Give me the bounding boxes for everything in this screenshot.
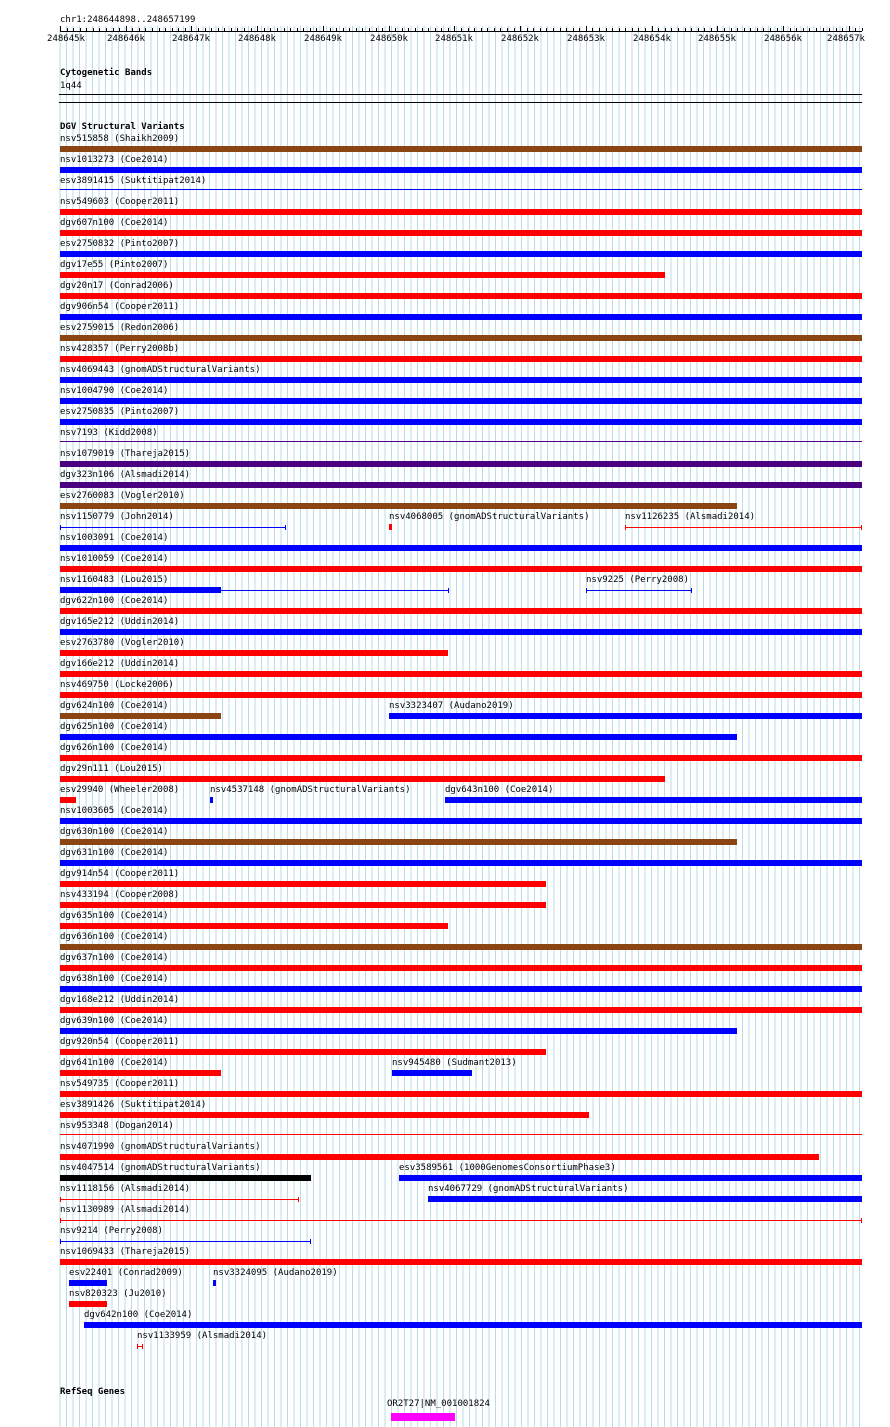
ruler-minor-tick (560, 28, 561, 31)
ruler-tick-label: 248654k (633, 34, 671, 44)
variant-end-cap (310, 1239, 311, 1244)
variant-start-cap (137, 1344, 138, 1349)
variant-bar[interactable] (60, 482, 862, 488)
ruler-minor-tick (86, 28, 87, 31)
variant-bar[interactable] (60, 965, 862, 971)
variant-label[interactable]: dgv29n111 (Lou2015) (60, 764, 163, 774)
ruler-minor-tick (763, 28, 764, 31)
variant-bar[interactable] (60, 503, 737, 509)
ruler-minor-tick (507, 28, 508, 31)
ruler-minor-tick (284, 28, 285, 31)
variant-bar[interactable] (60, 1049, 546, 1055)
variant-extent-line[interactable] (221, 590, 448, 591)
variant-bar[interactable] (60, 671, 862, 677)
variant-bar[interactable] (60, 1259, 862, 1265)
variant-start-cap (60, 1218, 61, 1223)
variant-bar[interactable] (60, 944, 862, 950)
variant-bar[interactable] (69, 1301, 107, 1307)
ruler-minor-tick (836, 28, 837, 31)
ruler-minor-tick (731, 28, 732, 31)
ruler-minor-tick (691, 28, 692, 31)
variant-label[interactable]: nsv3324095 (Audano2019) (213, 1268, 338, 1278)
ruler-minor-tick (73, 28, 74, 31)
variant-label[interactable]: dgv323n106 (Alsmadi2014) (60, 470, 191, 480)
ruler-tick (783, 26, 784, 32)
variant-bar[interactable] (60, 902, 546, 908)
variant-label[interactable]: dgv168e212 (Uddin2014) (60, 995, 180, 1005)
ruler-minor-tick (803, 28, 804, 31)
variant-line[interactable] (60, 1199, 298, 1200)
ruler-tick (60, 26, 61, 32)
variant-bar[interactable] (60, 839, 737, 845)
variant-end-cap (285, 525, 286, 530)
variant-label[interactable]: dgv20n17 (Conrad2006) (60, 281, 174, 291)
ruler-minor-tick (606, 28, 607, 31)
variant-label[interactable]: esv3891426 (Suktitipat2014) (60, 1100, 207, 1110)
variant-label[interactable]: nsv7193 (Kidd2008) (60, 428, 158, 438)
ruler-minor-tick (303, 28, 304, 31)
ruler-minor-tick (231, 28, 232, 31)
ruler-minor-tick (704, 28, 705, 31)
ruler-minor-tick (376, 28, 377, 31)
ruler-minor-tick (619, 28, 620, 31)
variant-bar[interactable] (60, 167, 862, 173)
variant-label[interactable]: nsv1130989 (Alsmadi2014) (60, 1205, 191, 1215)
variant-label[interactable]: esv2759015 (Redon2006) (60, 323, 180, 333)
ruler-minor-tick (369, 28, 370, 31)
ruler-minor-tick (264, 28, 265, 31)
ruler-minor-tick (461, 28, 462, 31)
ruler-minor-tick (737, 28, 738, 31)
variant-label[interactable]: dgv642n100 (Coe2014) (84, 1310, 193, 1320)
ruler-tick-label: 248653k (567, 34, 605, 44)
cytoband-line-top (59, 94, 862, 95)
variant-label[interactable]: dgv630n100 (Coe2014) (60, 827, 169, 837)
variant-label[interactable]: nsv9225 (Perry2008) (586, 575, 689, 585)
variant-line[interactable] (60, 1220, 862, 1221)
ruler-minor-tick (422, 28, 423, 31)
variant-bar[interactable] (69, 1280, 107, 1286)
ruler-tick (323, 26, 324, 32)
variant-label[interactable]: nsv945480 (Sudmant2013) (392, 1058, 517, 1068)
ruler-tick (389, 26, 390, 32)
variant-label[interactable]: dgv906n54 (Cooper2011) (60, 302, 180, 312)
variant-label[interactable]: dgv914n54 (Cooper2011) (60, 869, 180, 879)
variant-label[interactable]: nsv428357 (Perry2008b) (60, 344, 180, 354)
ruler-minor-tick (119, 28, 120, 31)
variant-label[interactable]: nsv953348 (Dogan2014) (60, 1121, 174, 1131)
variant-label[interactable]: nsv469750 (Locke2006) (60, 680, 174, 690)
variant-bar[interactable] (428, 1196, 862, 1202)
variant-label[interactable]: nsv1150779 (John2014) (60, 512, 174, 522)
variant-end-cap (448, 588, 449, 593)
ruler-minor-tick (816, 28, 817, 31)
ruler-minor-tick (270, 28, 271, 31)
variant-bar[interactable] (213, 1280, 216, 1286)
ruler-minor-tick (698, 28, 699, 31)
ruler-tick-label: 248650k (370, 34, 408, 44)
ruler-minor-tick (553, 28, 554, 31)
ruler-minor-tick (330, 28, 331, 31)
ruler-minor-tick (579, 28, 580, 31)
variant-line[interactable] (586, 590, 691, 591)
ruler-minor-tick (757, 28, 758, 31)
variant-label[interactable]: esv3589561 (1000GenomesConsortiumPhase3) (399, 1163, 616, 1173)
variant-label[interactable]: dgv635n100 (Coe2014) (60, 911, 169, 921)
variant-bar[interactable] (60, 356, 862, 362)
variant-label[interactable]: nsv4071990 (gnomADStructuralVariants) (60, 1142, 261, 1152)
variant-label[interactable]: nsv4537148 (gnomADStructuralVariants) (210, 785, 411, 795)
variant-label[interactable]: nsv549735 (Cooper2011) (60, 1079, 180, 1089)
variant-label[interactable]: dgv622n100 (Coe2014) (60, 596, 169, 606)
variant-bar[interactable] (389, 713, 862, 719)
variant-start-cap (60, 1239, 61, 1244)
ruler-minor-tick (612, 28, 613, 31)
variant-bar[interactable] (60, 608, 862, 614)
variant-label[interactable]: nsv1069433 (Thareja2015) (60, 1247, 191, 1257)
variant-label[interactable]: nsv9214 (Perry2008) (60, 1226, 163, 1236)
ruler-tick-label: 248649k (304, 34, 342, 44)
variant-label[interactable]: dgv165e212 (Uddin2014) (60, 617, 180, 627)
ruler-minor-tick (494, 28, 495, 31)
ruler-minor-tick (823, 28, 824, 31)
ruler-tick-label: 248647k (172, 34, 210, 44)
variant-label[interactable]: nsv820323 (Ju2010) (69, 1289, 167, 1299)
ruler-minor-tick (336, 28, 337, 31)
ruler-minor-tick (487, 28, 488, 31)
variant-label[interactable]: nsv1003605 (Coe2014) (60, 806, 169, 816)
ruler-minor-tick (500, 28, 501, 31)
variant-bar[interactable] (60, 377, 862, 383)
ruler-tick-label: 248656k (764, 34, 802, 44)
ruler-minor-tick (316, 28, 317, 31)
ruler-minor-tick (67, 28, 68, 31)
variant-label[interactable]: nsv515858 (Shaikh2009) (60, 134, 180, 144)
ruler-minor-tick (842, 28, 843, 31)
variant-label[interactable]: nsv3323407 (Audano2019) (389, 701, 514, 711)
ruler-minor-tick (185, 28, 186, 31)
ruler-minor-tick (80, 28, 81, 31)
variant-label[interactable]: dgv607n100 (Coe2014) (60, 218, 169, 228)
ruler-minor-tick (237, 28, 238, 31)
cytoband-label[interactable]: 1q44 (60, 81, 82, 91)
ruler-minor-tick (592, 28, 593, 31)
ruler-tick (191, 26, 192, 32)
variant-label[interactable]: dgv638n100 (Coe2014) (60, 974, 169, 984)
ruler-tick (849, 26, 850, 32)
ruler-minor-tick (93, 28, 94, 31)
ruler-minor-tick (744, 28, 745, 31)
ruler-minor-tick (625, 28, 626, 31)
variant-line[interactable] (60, 527, 285, 528)
variant-bar[interactable] (60, 419, 862, 425)
ruler-minor-tick (211, 28, 212, 31)
variant-bar[interactable] (60, 1070, 221, 1076)
ruler-tick (652, 26, 653, 32)
variant-bar[interactable] (60, 1028, 737, 1034)
variant-label[interactable]: nsv4047514 (gnomADStructuralVariants) (60, 1163, 261, 1173)
ruler-minor-tick (290, 28, 291, 31)
variant-line[interactable] (60, 1134, 862, 1135)
ruler-minor-tick (402, 28, 403, 31)
variant-end-cap (142, 1344, 143, 1349)
variant-bar[interactable] (60, 881, 546, 887)
refseq-track-title: RefSeq Genes (60, 1387, 126, 1397)
variant-bar[interactable] (60, 818, 862, 824)
cytoband-line-bottom (59, 102, 862, 103)
ruler-minor-tick (297, 28, 298, 31)
ruler-tick-label: 248657k (827, 34, 865, 44)
ruler-minor-tick (172, 28, 173, 31)
variant-bar[interactable] (60, 587, 221, 593)
ruler-minor-tick (514, 28, 515, 31)
ruler-tick (717, 26, 718, 32)
ruler-minor-tick (481, 28, 482, 31)
variant-bar[interactable] (60, 986, 862, 992)
variant-line[interactable] (60, 441, 862, 442)
ruler-minor-tick (251, 28, 252, 31)
variant-bar[interactable] (60, 272, 665, 278)
ruler-minor-tick (546, 28, 547, 31)
variant-bar[interactable] (60, 650, 448, 656)
ruler-minor-tick (638, 28, 639, 31)
variant-label[interactable]: nsv4069443 (gnomADStructuralVariants) (60, 365, 261, 375)
ruler-minor-tick (198, 28, 199, 31)
variant-label[interactable]: nsv1118156 (Alsmadi2014) (60, 1184, 191, 1194)
ruler-minor-tick (139, 28, 140, 31)
ruler-tick (520, 26, 521, 32)
variant-label[interactable]: dgv920n54 (Cooper2011) (60, 1037, 180, 1047)
ruler-tick-label: 248652k (501, 34, 539, 44)
variant-label[interactable]: nsv1003091 (Coe2014) (60, 533, 169, 543)
ruler-minor-tick (382, 28, 383, 31)
variant-bar[interactable] (60, 251, 862, 257)
variant-label[interactable]: dgv643n100 (Coe2014) (445, 785, 554, 795)
variant-label[interactable]: nsv4068005 (gnomADStructuralVariants) (389, 512, 590, 522)
variant-label[interactable]: esv3891415 (Suktitipat2014) (60, 176, 207, 186)
variant-bar[interactable] (60, 1091, 862, 1097)
ruler-minor-tick (599, 28, 600, 31)
variant-end-cap (691, 588, 692, 593)
ruler-minor-tick (145, 28, 146, 31)
variant-bar[interactable] (60, 1175, 311, 1181)
ruler-minor-tick (106, 28, 107, 31)
ruler-minor-tick (671, 28, 672, 31)
variant-bar[interactable] (60, 797, 76, 803)
variant-bar[interactable] (60, 398, 862, 404)
variant-bar[interactable] (60, 923, 448, 929)
ruler-minor-tick (224, 28, 225, 31)
position-label: chr1:248644898..248657199 (60, 15, 196, 25)
variant-label[interactable]: dgv624n100 (Coe2014) (60, 701, 169, 711)
ruler-minor-tick (770, 28, 771, 31)
variant-label[interactable]: dgv166e212 (Uddin2014) (60, 659, 180, 669)
variant-bar[interactable] (60, 566, 862, 572)
variant-label[interactable]: esv22401 (Conrad2009) (69, 1268, 183, 1278)
variant-bar[interactable] (60, 755, 862, 761)
ruler-minor-tick (540, 28, 541, 31)
ruler-axis (60, 31, 862, 32)
ruler-minor-tick (855, 28, 856, 31)
ruler-tick-label: 248655k (698, 34, 736, 44)
variant-label[interactable]: dgv625n100 (Coe2014) (60, 722, 169, 732)
variant-start-cap (586, 588, 587, 593)
ruler-minor-tick (724, 28, 725, 31)
ruler-minor-tick (685, 28, 686, 31)
ruler-minor-tick (527, 28, 528, 31)
variant-label[interactable]: dgv639n100 (Coe2014) (60, 1016, 169, 1026)
ruler-minor-tick (809, 28, 810, 31)
ruler-minor-tick (711, 28, 712, 31)
variant-line[interactable] (625, 527, 862, 528)
ruler-minor-tick (343, 28, 344, 31)
dgv-track-title: DGV Structural Variants (60, 122, 185, 132)
ruler-minor-tick (678, 28, 679, 31)
ruler-minor-tick (862, 28, 863, 31)
ruler-minor-tick (362, 28, 363, 31)
ruler-minor-tick (132, 28, 133, 31)
variant-bar[interactable] (60, 461, 862, 467)
variant-bar[interactable] (60, 209, 862, 215)
variant-bar[interactable] (60, 293, 862, 299)
variant-label[interactable]: nsv1004790 (Coe2014) (60, 386, 169, 396)
variant-label[interactable]: nsv1160483 (Lou2015) (60, 575, 169, 585)
variant-bar[interactable] (389, 524, 392, 530)
ruler-minor-tick (750, 28, 751, 31)
ruler-minor-tick (665, 28, 666, 31)
variant-line[interactable] (60, 1241, 310, 1242)
ruler-minor-tick (310, 28, 311, 31)
variant-label[interactable]: esv2760083 (Vogler2010) (60, 491, 185, 501)
variant-label[interactable]: nsv4067729 (gnomADStructuralVariants) (428, 1184, 629, 1194)
ruler-minor-tick (159, 28, 160, 31)
ruler-tick-label: 248648k (238, 34, 276, 44)
ruler-minor-tick (99, 28, 100, 31)
variant-bar[interactable] (399, 1175, 862, 1181)
variant-start-cap (60, 1197, 61, 1202)
variant-label[interactable]: dgv626n100 (Coe2014) (60, 743, 169, 753)
variant-label[interactable]: nsv1133959 (Alsmadi2014) (137, 1331, 268, 1341)
variant-bar[interactable] (210, 797, 213, 803)
ruler-tick-label: 248646k (107, 34, 145, 44)
ruler-minor-tick (448, 28, 449, 31)
variant-label[interactable]: nsv1126235 (Alsmadi2014) (625, 512, 756, 522)
ruler-minor-tick (441, 28, 442, 31)
ruler-minor-tick (829, 28, 830, 31)
ruler-minor-tick (178, 28, 179, 31)
ruler-minor-tick (277, 28, 278, 31)
ruler-minor-tick (777, 28, 778, 31)
ruler-minor-tick (573, 28, 574, 31)
variant-bar[interactable] (60, 629, 862, 635)
variant-bar[interactable] (60, 713, 221, 719)
variant-start-cap (625, 525, 626, 530)
ruler-minor-tick (205, 28, 206, 31)
variant-bar[interactable] (60, 1112, 589, 1118)
ruler-minor-tick (474, 28, 475, 31)
ruler-minor-tick (113, 28, 114, 31)
ruler-tick-label: 248645k (47, 34, 85, 44)
ruler-tick-label: 248651k (435, 34, 473, 44)
variant-bar[interactable] (60, 230, 862, 236)
ruler-minor-tick (428, 28, 429, 31)
variant-label[interactable]: esv29940 (Wheeler2008) (60, 785, 180, 795)
variant-start-cap (60, 525, 61, 530)
ruler-minor-tick (349, 28, 350, 31)
gene-bar-or2t27[interactable] (391, 1413, 455, 1421)
variant-bar[interactable] (60, 335, 862, 341)
ruler-minor-tick (244, 28, 245, 31)
ruler-minor-tick (395, 28, 396, 31)
gene-label[interactable]: OR2T27|NM_001001824 (387, 1399, 490, 1409)
ruler-minor-tick (790, 28, 791, 31)
variant-label[interactable]: nsv1079019 (Thareja2015) (60, 449, 191, 459)
variant-bar[interactable] (60, 314, 862, 320)
variant-bar[interactable] (60, 146, 862, 152)
variant-bar[interactable] (60, 734, 737, 740)
ruler-minor-tick (533, 28, 534, 31)
variant-label[interactable]: esv2750832 (Pinto2007) (60, 239, 180, 249)
variant-label[interactable]: dgv641n100 (Coe2014) (60, 1058, 169, 1068)
variant-bar[interactable] (84, 1322, 862, 1328)
variant-label[interactable]: nsv1010059 (Coe2014) (60, 554, 169, 564)
variant-bar[interactable] (445, 797, 862, 803)
variant-bar[interactable] (60, 1007, 862, 1013)
variant-label[interactable]: esv2763780 (Vogler2010) (60, 638, 185, 648)
ruler-minor-tick (435, 28, 436, 31)
variant-bar[interactable] (392, 1070, 472, 1076)
ruler-minor-tick (796, 28, 797, 31)
ruler-minor-tick (408, 28, 409, 31)
variant-end-cap (861, 525, 862, 530)
variant-label[interactable]: dgv631n100 (Coe2014) (60, 848, 169, 858)
ruler-tick (126, 26, 127, 32)
ruler-minor-tick (218, 28, 219, 31)
variant-end-cap (861, 1218, 862, 1223)
variant-bar[interactable] (60, 545, 862, 551)
ruler-tick (454, 26, 455, 32)
ruler-minor-tick (468, 28, 469, 31)
variant-label[interactable]: nsv433194 (Cooper2008) (60, 890, 180, 900)
ruler-tick (586, 26, 587, 32)
ruler-minor-tick (356, 28, 357, 31)
variant-bar[interactable] (60, 860, 862, 866)
variant-end-cap (298, 1197, 299, 1202)
cytoband-track-title: Cytogenetic Bands (60, 68, 153, 78)
variant-bar[interactable] (60, 692, 862, 698)
ruler-minor-tick (632, 28, 633, 31)
variant-label[interactable]: nsv1013273 (Coe2014) (60, 155, 169, 165)
ruler-tick (257, 26, 258, 32)
ruler-minor-tick (165, 28, 166, 31)
ruler-minor-tick (566, 28, 567, 31)
variant-label[interactable]: dgv637n100 (Coe2014) (60, 953, 169, 963)
ruler-minor-tick (645, 28, 646, 31)
variant-line[interactable] (60, 189, 862, 190)
ruler-minor-tick (415, 28, 416, 31)
variant-label[interactable]: dgv17e55 (Pinto2007) (60, 260, 169, 270)
variant-label[interactable]: dgv636n100 (Coe2014) (60, 932, 169, 942)
ruler-minor-tick (152, 28, 153, 31)
ruler-minor-tick (658, 28, 659, 31)
variant-label[interactable]: nsv549603 (Cooper2011) (60, 197, 180, 207)
variant-bar[interactable] (60, 776, 665, 782)
variant-bar[interactable] (60, 1154, 819, 1160)
variant-label[interactable]: esv2750835 (Pinto2007) (60, 407, 180, 417)
